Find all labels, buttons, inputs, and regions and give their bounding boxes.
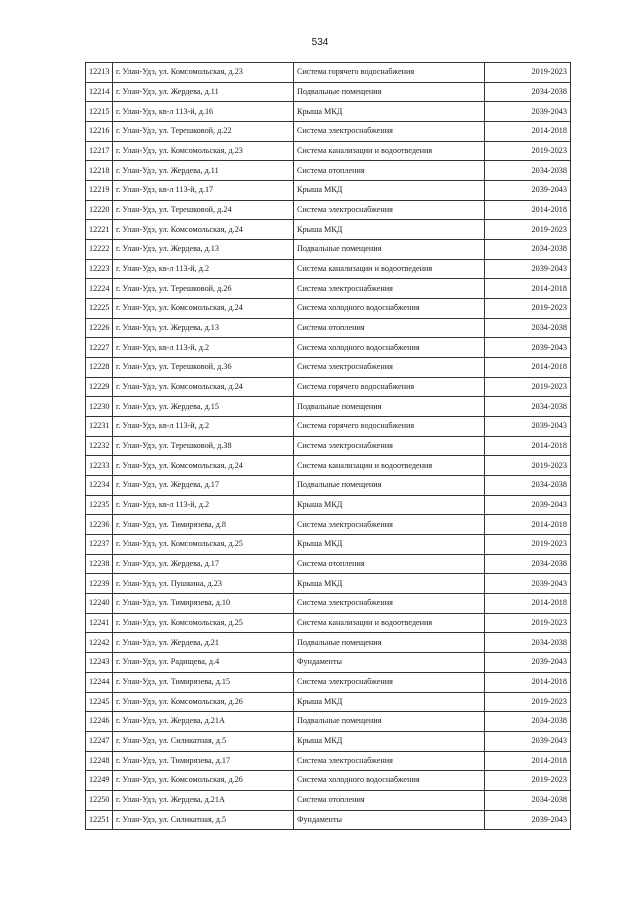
address-cell: г. Улан-Удэ, ул. Комсомольская, д.25: [113, 613, 294, 633]
table-row: [86, 436, 571, 456]
system-cell: Система электроснабжения: [294, 594, 485, 614]
system-cell: Фундаменты: [294, 810, 485, 830]
row-number-cell: 12230: [86, 397, 113, 417]
row-number-cell: 12246: [86, 712, 113, 732]
period-cell: 2039-2043: [485, 417, 571, 437]
period-cell: 2039-2043: [485, 653, 571, 673]
address-cell: г. Улан-Удэ, ул. Комсомольская, д.26: [113, 692, 294, 712]
row-number-cell: 12223: [86, 259, 113, 279]
system-cell: Фундаменты: [294, 653, 485, 673]
period-cell: 2039-2043: [485, 259, 571, 279]
period-cell: 2019-2023: [485, 299, 571, 319]
system-cell: Крыша МКД: [294, 535, 485, 555]
table-row: [86, 554, 571, 574]
table-row: [86, 790, 571, 810]
row-number-cell: 12217: [86, 141, 113, 161]
system-cell: Крыша МКД: [294, 574, 485, 594]
system-cell: Крыша МКД: [294, 495, 485, 515]
table-row: [86, 299, 571, 319]
system-cell: Крыша МКД: [294, 731, 485, 751]
system-cell: Система холодного водоснабжения: [294, 299, 485, 319]
address-cell: г. Улан-Удэ, ул. Силикатная, д.5: [113, 731, 294, 751]
system-cell: Подвальные помещения: [294, 397, 485, 417]
system-cell: Крыша МКД: [294, 181, 485, 201]
address-cell: г. Улан-Удэ, ул. Тимирязева, д.8: [113, 515, 294, 535]
system-cell: Система холодного водоснабжения: [294, 338, 485, 358]
period-cell: 2039-2043: [485, 338, 571, 358]
table-row: [86, 122, 571, 142]
table-row: [86, 220, 571, 240]
system-cell: Система электроснабжения: [294, 672, 485, 692]
system-cell: Подвальные помещения: [294, 712, 485, 732]
address-cell: г. Улан-Удэ, ул. Тимирязева, д.10: [113, 594, 294, 614]
system-cell: Система электроснабжения: [294, 279, 485, 299]
period-cell: 2039-2043: [485, 495, 571, 515]
period-cell: 2014-2018: [485, 436, 571, 456]
period-cell: 2014-2018: [485, 200, 571, 220]
table-row: [86, 240, 571, 260]
period-cell: 2019-2023: [485, 613, 571, 633]
row-number-cell: 12227: [86, 338, 113, 358]
system-cell: Крыша МКД: [294, 102, 485, 122]
period-cell: 2034-2038: [485, 397, 571, 417]
address-cell: г. Улан-Удэ, кв-л 113-й, д.17: [113, 181, 294, 201]
address-cell: г. Улан-Удэ, ул. Терешковой, д.26: [113, 279, 294, 299]
row-number-cell: 12214: [86, 82, 113, 102]
address-cell: г. Улан-Удэ, кв-л 113-й, д.16: [113, 102, 294, 122]
address-cell: г. Улан-Удэ, ул. Терешковой, д.38: [113, 436, 294, 456]
table-row: [86, 476, 571, 496]
period-cell: 2019-2023: [485, 692, 571, 712]
period-cell: 2014-2018: [485, 672, 571, 692]
system-cell: Система канализации и водоотведения: [294, 613, 485, 633]
row-number-cell: 12233: [86, 456, 113, 476]
table-row: [86, 672, 571, 692]
table-row: [86, 279, 571, 299]
period-cell: 2034-2038: [485, 633, 571, 653]
period-cell: 2034-2038: [485, 240, 571, 260]
row-number-cell: 12244: [86, 672, 113, 692]
period-cell: 2019-2023: [485, 141, 571, 161]
period-cell: 2039-2043: [485, 731, 571, 751]
table-row: [86, 200, 571, 220]
row-number-cell: 12219: [86, 181, 113, 201]
row-number-cell: 12224: [86, 279, 113, 299]
row-number-cell: 12243: [86, 653, 113, 673]
table-row: [86, 397, 571, 417]
address-cell: г. Улан-Удэ, ул. Жердева, д.17: [113, 554, 294, 574]
address-cell: г. Улан-Удэ, ул. Жердева, д.15: [113, 397, 294, 417]
system-cell: Система канализации и водоотведения: [294, 141, 485, 161]
system-cell: Система отопления: [294, 554, 485, 574]
address-cell: г. Улан-Удэ, кв-л 113-й, д.2: [113, 417, 294, 437]
table-row: [86, 810, 571, 830]
table-row: [86, 417, 571, 437]
address-cell: г. Улан-Удэ, кв-л 113-й, д.2: [113, 338, 294, 358]
period-cell: 2019-2023: [485, 456, 571, 476]
table-row: [86, 692, 571, 712]
row-number-cell: 12220: [86, 200, 113, 220]
row-number-cell: 12216: [86, 122, 113, 142]
address-cell: г. Улан-Удэ, ул. Жердева, д.13: [113, 318, 294, 338]
address-cell: г. Улан-Удэ, ул. Комсомольская, д.24: [113, 456, 294, 476]
address-cell: г. Улан-Удэ, ул. Комсомольская, д.23: [113, 141, 294, 161]
address-cell: г. Улан-Удэ, ул. Жердева, д.17: [113, 476, 294, 496]
system-cell: Система горячего водоснабжения: [294, 377, 485, 397]
row-number-cell: 12231: [86, 417, 113, 437]
address-cell: г. Улан-Удэ, ул. Комсомольская, д.24: [113, 220, 294, 240]
row-number-cell: 12241: [86, 613, 113, 633]
period-cell: 2019-2023: [485, 771, 571, 791]
address-cell: г. Улан-Удэ, ул. Жердева, д.21А: [113, 790, 294, 810]
registry-table: [85, 62, 571, 830]
period-cell: 2014-2018: [485, 515, 571, 535]
period-cell: 2019-2023: [485, 63, 571, 83]
row-number-cell: 12229: [86, 377, 113, 397]
row-number-cell: 12240: [86, 594, 113, 614]
system-cell: Система электроснабжения: [294, 751, 485, 771]
table-row: [86, 771, 571, 791]
address-cell: г. Улан-Удэ, ул. Силикатная, д.5: [113, 810, 294, 830]
table-row: [86, 633, 571, 653]
address-cell: г. Улан-Удэ, ул. Жердева, д.21А: [113, 712, 294, 732]
table-row: [86, 731, 571, 751]
system-cell: Система электроснабжения: [294, 436, 485, 456]
address-cell: г. Улан-Удэ, ул. Пушкина, д.23: [113, 574, 294, 594]
table-row: [86, 358, 571, 378]
table-row: [86, 259, 571, 279]
address-cell: г. Улан-Удэ, ул. Терешковой, д.36: [113, 358, 294, 378]
row-number-cell: 12245: [86, 692, 113, 712]
table-row: [86, 318, 571, 338]
row-number-cell: 12235: [86, 495, 113, 515]
table-row: [86, 495, 571, 515]
row-number-cell: 12226: [86, 318, 113, 338]
address-cell: г. Улан-Удэ, ул. Тимирязева, д.15: [113, 672, 294, 692]
row-number-cell: 12239: [86, 574, 113, 594]
row-number-cell: 12251: [86, 810, 113, 830]
row-number-cell: 12232: [86, 436, 113, 456]
table-row: [86, 338, 571, 358]
address-cell: г. Улан-Удэ, ул. Терешковой, д.22: [113, 122, 294, 142]
period-cell: 2014-2018: [485, 122, 571, 142]
period-cell: 2034-2038: [485, 712, 571, 732]
address-cell: г. Улан-Удэ, кв-л 113-й, д.2: [113, 259, 294, 279]
row-number-cell: 12248: [86, 751, 113, 771]
address-cell: г. Улан-Удэ, кв-л 113-й, д.2: [113, 495, 294, 515]
period-cell: 2014-2018: [485, 751, 571, 771]
period-cell: 2039-2043: [485, 574, 571, 594]
period-cell: 2034-2038: [485, 476, 571, 496]
row-number-cell: 12213: [86, 63, 113, 83]
table-row: [86, 82, 571, 102]
system-cell: Система горячего водоснабжения: [294, 63, 485, 83]
period-cell: 2034-2038: [485, 318, 571, 338]
row-number-cell: 12221: [86, 220, 113, 240]
address-cell: г. Улан-Удэ, ул. Тимирязева, д.17: [113, 751, 294, 771]
row-number-cell: 12236: [86, 515, 113, 535]
table-row: [86, 141, 571, 161]
system-cell: Система отопления: [294, 161, 485, 181]
table-row: [86, 515, 571, 535]
row-number-cell: 12249: [86, 771, 113, 791]
table-row: [86, 456, 571, 476]
row-number-cell: 12242: [86, 633, 113, 653]
table-row: [86, 594, 571, 614]
period-cell: 2014-2018: [485, 358, 571, 378]
system-cell: Система электроснабжения: [294, 515, 485, 535]
table-row: [86, 181, 571, 201]
table-row: [86, 574, 571, 594]
system-cell: Система канализации и водоотведения: [294, 259, 485, 279]
system-cell: Подвальные помещения: [294, 633, 485, 653]
address-cell: г. Улан-Удэ, ул. Радищева, д.4: [113, 653, 294, 673]
system-cell: Крыша МКД: [294, 692, 485, 712]
system-cell: Система электроснабжения: [294, 200, 485, 220]
table-row: [86, 63, 571, 83]
row-number-cell: 12215: [86, 102, 113, 122]
address-cell: г. Улан-Удэ, ул. Терешковой, д.24: [113, 200, 294, 220]
address-cell: г. Улан-Удэ, ул. Жердева, д.21: [113, 633, 294, 653]
row-number-cell: 12225: [86, 299, 113, 319]
table-row: [86, 377, 571, 397]
table-row: [86, 161, 571, 181]
address-cell: г. Улан-Удэ, ул. Комсомольская, д.24: [113, 377, 294, 397]
period-cell: 2019-2023: [485, 535, 571, 555]
row-number-cell: 12222: [86, 240, 113, 260]
row-number-cell: 12238: [86, 554, 113, 574]
period-cell: 2034-2038: [485, 161, 571, 181]
system-cell: Подвальные помещения: [294, 476, 485, 496]
address-cell: г. Улан-Удэ, ул. Комсомольская, д.24: [113, 299, 294, 319]
address-cell: г. Улан-Удэ, ул. Жердева, д.11: [113, 161, 294, 181]
table-row: [86, 535, 571, 555]
period-cell: 2039-2043: [485, 181, 571, 201]
period-cell: 2019-2023: [485, 377, 571, 397]
row-number-cell: 12218: [86, 161, 113, 181]
period-cell: 2039-2043: [485, 810, 571, 830]
period-cell: 2039-2043: [485, 102, 571, 122]
table-row: [86, 712, 571, 732]
table-row: [86, 102, 571, 122]
system-cell: Крыша МКД: [294, 220, 485, 240]
address-cell: г. Улан-Удэ, ул. Жердева, д.11: [113, 82, 294, 102]
period-cell: 2019-2023: [485, 220, 571, 240]
system-cell: Подвальные помещения: [294, 82, 485, 102]
address-cell: г. Улан-Удэ, ул. Комсомольская, д.26: [113, 771, 294, 791]
system-cell: Система электроснабжения: [294, 122, 485, 142]
row-number-cell: 12234: [86, 476, 113, 496]
table-row: [86, 751, 571, 771]
table-row: [86, 613, 571, 633]
system-cell: Система отопления: [294, 790, 485, 810]
row-number-cell: 12250: [86, 790, 113, 810]
period-cell: 2014-2018: [485, 279, 571, 299]
table-row: [86, 653, 571, 673]
row-number-cell: 12247: [86, 731, 113, 751]
period-cell: 2034-2038: [485, 790, 571, 810]
system-cell: Система холодного водоснабжения: [294, 771, 485, 791]
system-cell: Система канализации и водоотведения: [294, 456, 485, 476]
period-cell: 2034-2038: [485, 554, 571, 574]
period-cell: 2014-2018: [485, 594, 571, 614]
registry-table-body: [86, 63, 571, 830]
row-number-cell: 12237: [86, 535, 113, 555]
address-cell: г. Улан-Удэ, ул. Комсомольская, д.25: [113, 535, 294, 555]
period-cell: 2034-2038: [485, 82, 571, 102]
system-cell: Система электроснабжения: [294, 358, 485, 378]
address-cell: г. Улан-Удэ, ул. Комсомольская, д.23: [113, 63, 294, 83]
row-number-cell: 12228: [86, 358, 113, 378]
system-cell: Подвальные помещения: [294, 240, 485, 260]
system-cell: Система горячего водоснабжения: [294, 417, 485, 437]
address-cell: г. Улан-Удэ, ул. Жердева, д.13: [113, 240, 294, 260]
page-number: 534: [311, 37, 329, 48]
system-cell: Система отопления: [294, 318, 485, 338]
